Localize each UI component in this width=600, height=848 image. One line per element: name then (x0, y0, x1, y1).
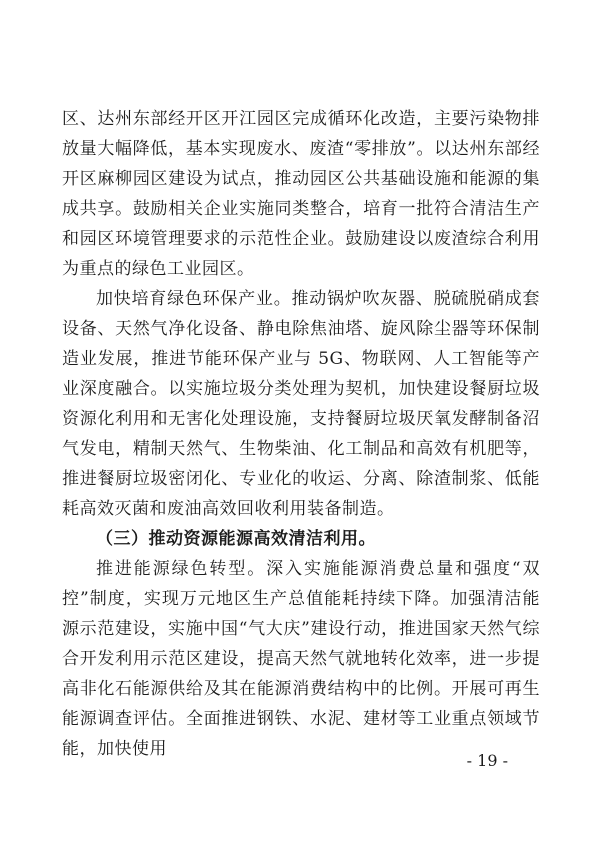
document-text-block (62, 104, 540, 764)
paragraph-continuation: 区、达州东部经开区开江园区完成循环化改造，主要污染物排放量大幅降低，基本实现废水、废渣“零排放”。以达州东部经开区麻柳园区建设为试点，推动园区公共基础设施和能源的集成共享。鼓励相关企业实施同类整合，培育一批符合清洁生产和园区环境管理要求的示范性企业。鼓励建设以废渣综合利用为重点的绿色工业园区。 (62, 109, 540, 279)
page-number: - 19 - (466, 751, 508, 770)
paragraph-green-industry: 加快培育绿色环保产业。推动锅炉吹灰器、脱硫脱硝成套设备、天然气净化设备、静电除焦油塔、旋风除尘器等环保制造业发展，推进节能环保产业与 5G、物联网、人工智能等产业深度融合。以实施垃圾分类处理为契机，加快建设餐厨垃圾资源化利用和无害化处理设施，支持餐厨垃圾厌氧发酵制备沼气发电，精制天然气、生物柴油、化工制品和高效有机肥等，推进餐厨垃圾密闭化、专业化的收运、分离、除渣制浆、低能耗高效灭菌和废油高效回收利用装备制造。 (62, 289, 540, 519)
section-heading: （三）推动资源能源高效清洁利用。 (96, 529, 376, 549)
paragraph-energy-transition: 推进能源绿色转型。深入实施能源消费总量和强度“双控”制度，实现万元地区生产总值能耗持续下降。加强清洁能源示范建设，实施中国“气大庆”建设行动，推进国家天然气综合开发利用示范区建设，提高天然气就地转化效率，进一步提高非化石能源供给及其在能源消费结构中的比例。开展可再生能源调查评估。全面推进钢铁、水泥、建材等工业重点领域节能，加快使用 (62, 559, 540, 759)
